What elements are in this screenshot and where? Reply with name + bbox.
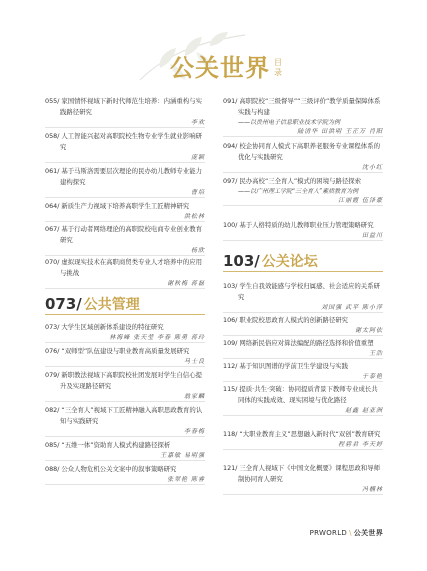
toc-entry-author: 陆清华 田洪明 王正万 肖阳 [297,128,383,135]
toc-entry-author: 冯楠林 [361,486,383,493]
toc-entry[interactable] [223,384,383,416]
toc-entry-author: 程碧君 李天婷 [338,441,383,448]
toc-entry-title: 085/ “五维一体”资助育人模式构建路径探析 [45,441,171,449]
toc-entry[interactable] [223,315,383,336]
toc-entry[interactable] [223,96,383,137]
toc-entry-author: 谢秋梅 蒋磊 [167,280,205,287]
toc-entry-title: 100/ 基于人格特质的幼儿教师职业压力管理策略研究 [223,221,374,229]
section-name: 公共管理 [83,297,140,313]
toc-entry-title: 106/ 职业院校思政育人模式的创新路径研究 [223,316,349,324]
toc-entry-title: 118/ “大职业教育主义”思想融入新时代“双创”教育研究 [223,430,381,438]
toc-entry-title: 079/ 新职教法视域下高职院校社团发展对学生自信心提升及实现路径研究 [45,371,202,390]
footer-brand: PRWORLD [309,529,348,537]
toc-entry[interactable] [223,338,383,359]
toc-entry-author: 洪松林 [183,213,205,220]
toc-entry-author: 刘国强 武平 陈小萍 [321,304,383,311]
toc-entry-title: 055/ 家国情怀视域下新时代师范生培养：内涵重构与实践路径研究 [45,97,202,116]
toc-entry-title: 103/ 学生自我效能感与学校归属感、社会适应的关系研究 [223,282,380,301]
toc-entry[interactable] [223,429,383,450]
toc-entry[interactable] [223,176,383,206]
toc-entry[interactable] [45,322,205,343]
toc-entry[interactable] [223,361,383,382]
toc-entry-author: 李春梅 [183,428,205,435]
page-footer [310,528,383,538]
toc-entry-title: 067/ 基于行动者网络理论的高职院校电商专业创业教育研究 [45,225,202,244]
toc-entry[interactable] [45,346,205,367]
toc-entry-author: 谢太阿依 [354,327,383,334]
toc-entry[interactable] [45,464,205,485]
toc-entry[interactable] [45,166,205,198]
toc-entry-author: 庞颖 [190,154,205,161]
toc-entry[interactable] [45,201,205,222]
toc-entry[interactable] [45,257,205,289]
toc-entry[interactable] [223,220,383,241]
masthead-subtitle: 目录 [274,58,282,77]
toc-entry[interactable] [45,224,205,256]
toc-entry[interactable] [45,440,205,461]
toc-entry-subtitle: ——以广州理工学院“三全育人”素质教育为例 [238,188,359,195]
toc-entry-author: 曹培 [190,189,205,196]
toc-entry-author: 李欢 [190,119,205,126]
toc-entry[interactable] [223,141,383,173]
toc-entry[interactable] [223,281,383,313]
section-rule [45,314,205,315]
toc-entry-author: 张翠艳 陈睿 [167,476,205,483]
toc-entry-author: 林海峰 张天莹 李春 陈勇 蒋玲 [109,334,205,341]
toc-entry[interactable] [223,463,383,495]
toc-entry-title: 091/ 高职院校“三级督导”“三级评价”教学质量保障体系实践与构建 [223,97,381,116]
masthead [170,50,285,86]
toc-entry-title: 115/ 提质·共生·突破：协同提质背景下教师专业成长共同体的实践成效、现实困境与优化路径 [223,385,378,404]
toc-entry-author: 杨欣 [190,247,205,254]
toc-entry-title: 088/ 公众人物危机公关文案中的叙事策略研究 [45,465,177,473]
section-name: 公关论坛 [261,254,318,270]
toc-entry-title: 073/ 大学生区域创新体系建设的特征研究 [45,323,164,331]
toc-entry-author: 王浩 [368,350,383,357]
section-number: 073/ [45,295,82,313]
masthead-title: 公关世界 [170,53,270,82]
toc-entry-author: 马士良 [183,358,205,365]
section-rule [223,271,383,272]
toc-entry-title: 061/ 基于马斯洛需要层次理论的民办幼儿教师专业能力建构探究 [45,167,202,186]
toc-entry-title: 082/ “三全育人”视域下工匠精神融入高职思政教育的认知与实践研究 [45,406,203,425]
footer-name: 公关世界 [353,529,383,537]
toc-entry-title: 064/ 新质生产力视域下培养高职学生工匠精神研究 [45,202,190,210]
toc-entry-title: 097/ 民办高校“三全育人”模式的困境与路径探索 [223,177,362,185]
toc-entry[interactable] [45,370,205,402]
toc-entry-title: 121/ 三全育人视域下《中国文化概要》课程思政和导师制协同育人研究 [223,464,380,483]
toc-entry-author: 沈小红 [361,164,383,171]
toc-entry-author: 王嘉敏 易明强 [160,452,205,459]
toc-entry-title: 094/ 校企协同育人模式下高职养老服务专业课程体系的优化与实践研究 [223,142,380,161]
toc-entry-author: 于泰艳 [361,373,383,380]
toc-entry-author: 赵鑫 赵亚洲 [345,407,383,414]
toc-entry[interactable] [45,131,205,163]
toc-entry-title: 070/ 虚拟现实技术在高职商贸类专业人才培养中的应用与挑战 [45,258,202,277]
toc-entry[interactable] [45,405,205,437]
section-number: 103/ [223,252,260,270]
section-heading-public-management [45,294,140,314]
toc-entry-author: 江丽霞 伍泽豪 [338,197,383,204]
toc-entry-author: 翁家麟 [183,393,205,400]
toc-entry-title: 076/ “双师型”队伍建设与职业教育高质量发展研究 [45,347,190,355]
section-heading-pr-forum [223,251,318,271]
toc-entry-title: 112/ 基于知识图谱的学前卫生学建设与实践 [223,362,349,370]
toc-entry-title: 058/ 人工智能兴起对高职院校生物专业学生就业影响研究 [45,132,202,151]
toc-entry-subtitle: ——以贵州电子信息职业技术学院为例 [238,119,341,126]
toc-entry[interactable] [45,96,205,128]
toc-entry-title: 109/ 网络新民俗应对算法编配的路径选择和价值重塑 [223,339,374,347]
toc-entry-author: 田益川 [361,232,383,239]
footer-separator: \ [349,529,352,537]
